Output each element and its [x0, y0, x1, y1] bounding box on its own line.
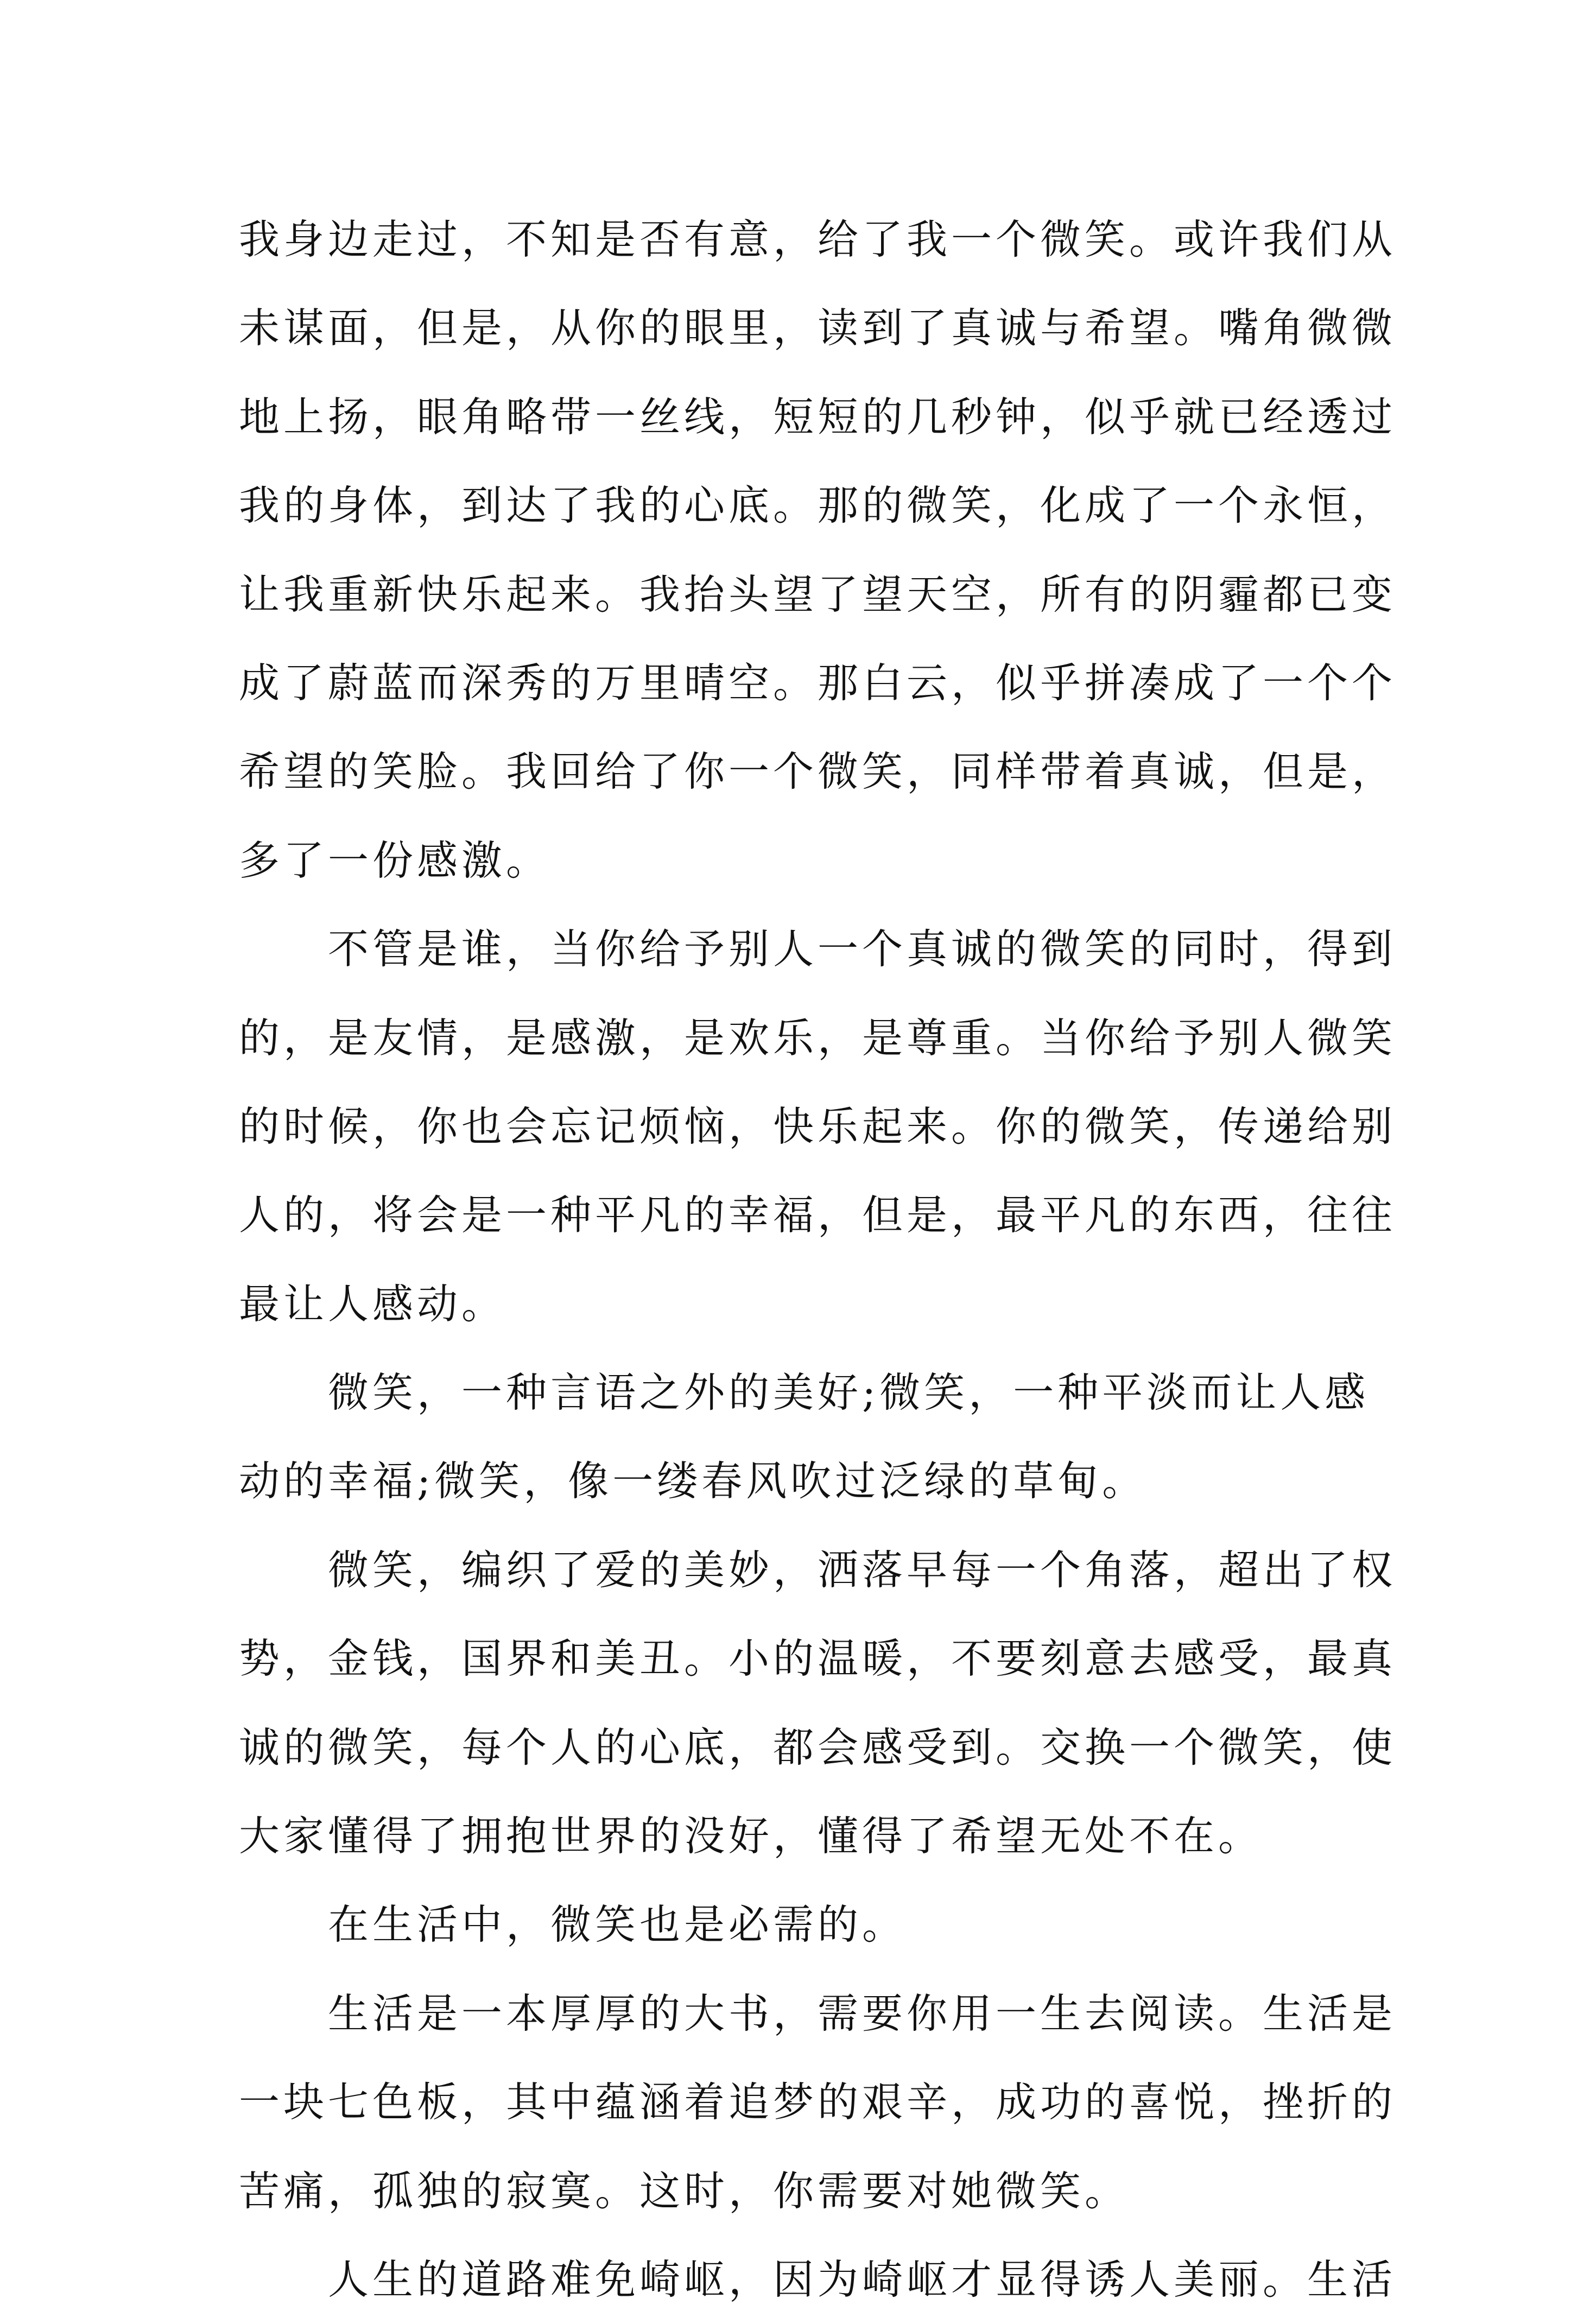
text-line: 我身边走过，不知是否有意，给了我一个微笑。或许我们从: [239, 216, 1397, 263]
text-line: 让我重新快乐起来。我抬头望了望天空，所有的阴霾都已变: [239, 570, 1397, 618]
paragraph-first-line: 微笑，编织了爱的美妙，洒落早每一个角落，超出了权: [328, 1546, 1397, 1594]
text-line: 地上扬，眼角略带一丝线，短短的几秒钟，似乎就已经透过: [239, 392, 1397, 441]
text-line: 未谋面，但是，从你的眼里，读到了真诚与希望。嘴角微微: [239, 304, 1397, 352]
paragraph-first-line: 人生的道路难免崎岖，因为崎岖才显得诱人美丽。生活: [328, 2255, 1397, 2303]
text-line: 一块七色板，其中蕴涵着追梦的艰辛，成功的喜悦，挫折的: [239, 2078, 1397, 2126]
text-line: 人的，将会是一种平凡的幸福，但是，最平凡的东西，往往: [239, 1191, 1397, 1239]
text-line: 成了蔚蓝而深秀的万里晴空。那白云，似乎拼凑成了一个个: [239, 658, 1397, 707]
text-line: 的，是友情，是感激，是欢乐，是尊重。当你给予别人微笑: [239, 1014, 1397, 1062]
text-line: 苦痛，孤独的寂寞。这时，你需要对她微笑。: [239, 2167, 1130, 2215]
paragraph-first-line: 微笑，一种言语之外的美好;微笑，一种平淡而让人感: [328, 1369, 1370, 1417]
text-line: 势，金钱，国界和美丑。小的温暖，不要刻意去感受，最真: [239, 1635, 1397, 1683]
text-line: 大家懂得了拥抱世界的没好，懂得了希望无处不在。: [239, 1812, 1263, 1860]
text-line: 最让人感动。: [239, 1280, 506, 1328]
text-line: 诚的微笑，每个人的心底，都会感受到。交换一个微笑，使: [239, 1723, 1397, 1771]
text-line: 动的幸福;微笑，像一缕春风吹过泛绿的草甸。: [239, 1457, 1147, 1505]
body-text: [239, 195, 1397, 2324]
paragraph-first-line: 不管是谁，当你给予别人一个真诚的微笑的同时，得到: [328, 925, 1397, 973]
text-line: 我的身体，到达了我的心底。那的微笑，化成了一个永恒，: [239, 482, 1397, 530]
text-line: 多了一份感激。: [239, 836, 551, 884]
text-line: 希望的笑脸。我回给了你一个微笑，同样带着真诚，但是，: [239, 748, 1397, 796]
paragraph-first-line: 生活是一本厚厚的大书，需要你用一生去阅读。生活是: [328, 1989, 1397, 2037]
text-line: 的时候，你也会忘记烦恼，快乐起来。你的微笑，传递给别: [239, 1102, 1397, 1150]
paragraph-first-line: 在生活中，微笑也是必需的。: [328, 1901, 907, 1949]
